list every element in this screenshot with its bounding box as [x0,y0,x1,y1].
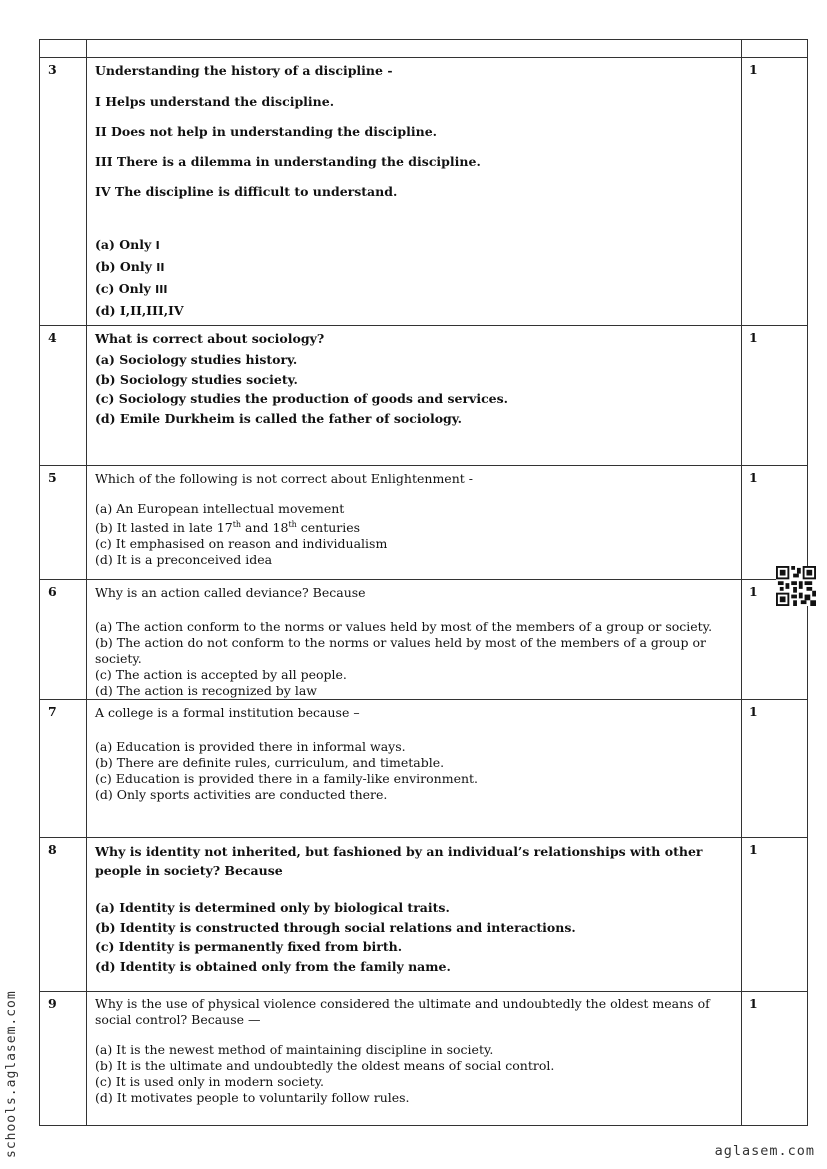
question-marks: 1 [742,700,808,838]
option: (b) Sociology studies society. [95,371,298,387]
question-marks: 1 [742,58,808,326]
option-roman: I [155,239,160,252]
option: (c) Education is provided there in a family-like environment. [95,771,479,786]
question-body [87,326,742,466]
question-marks: 1 [742,838,808,992]
question-row-9 [40,992,808,1126]
option: (a) The action conform to the norms or values held by most of the members of a group or society. [95,619,713,634]
option: (a) Education is provided there in informal ways. [95,739,406,754]
question-text: Why is an action called deviance? Because [95,585,366,600]
option: (a) Identity is determined only by biological traits. [95,900,450,915]
option: (d) Identity is obtained only from the family name. [95,958,451,974]
option: (c) The action is accepted by all people. [95,667,347,682]
question-text: A college is a formal institution because – [95,705,360,720]
option-text: (b) It lasted in late 17 [95,520,233,536]
option-label: (d) I,II,III,IV [95,303,184,318]
option-roman: III [155,283,168,296]
option: (d) It motivates people to voluntarily follow rules. [95,1090,410,1105]
option [95,300,733,321]
question-body [87,838,742,992]
options-list [95,234,733,321]
watermark-right: aglasem.com [714,1143,815,1159]
question-number: 5 [40,466,87,580]
options-list [95,898,733,976]
options-list [95,619,733,699]
option: (d) Only sports activities are conducted there. [95,787,388,802]
option: (c) Sociology studies the production of goods and services. [95,391,509,406]
question-row-3 [40,58,808,326]
option-text: centuries [296,520,361,536]
question-marks: 1 [742,466,808,580]
option: (d) Emile Durkheim is called the father of sociology. [95,410,462,426]
question-number: 3 [40,58,87,326]
option: (c) Identity is permanently fixed from birth. [95,939,403,954]
option: (d) It is a preconceived idea [95,552,273,568]
header-marks-cell [742,40,808,58]
statement: IV The discipline is difficult to understand. [95,184,398,199]
question-number: 6 [40,580,87,700]
option [95,256,733,278]
question-row-8 [40,838,808,992]
option: (c) It is used only in modern society. [95,1074,325,1089]
question-number: 9 [40,992,87,1126]
option: (a) Sociology studies history. [95,352,298,367]
question-row-7 [40,700,808,838]
question-marks: 1 [742,992,808,1126]
option: (c) It emphasised on reason and individualism [95,536,388,552]
superscript: th [288,520,297,529]
option-text: and 18 [241,520,289,536]
header-row [40,40,808,58]
options-list [95,501,733,568]
option: (d) The action is recognized by law [95,683,317,698]
question-number: 4 [40,326,87,466]
statement: I Helps understand the discipline. [95,94,335,109]
question-marks: 1 [742,580,808,700]
options-list [95,350,733,428]
option: (b) Identity is constructed through social relations and interactions. [95,919,576,935]
option-label: (b) Only [95,259,157,274]
watermark-left: schools.aglasem.com [4,990,19,1158]
question-text: What is correct about sociology? [95,331,325,346]
option: (a) It is the newest method of maintaining discipline in society. [95,1042,494,1057]
question-marks: 1 [742,326,808,466]
statement: II Does not help in understanding the discipline. [95,124,437,139]
option-roman: II [156,261,165,274]
question-text: Understanding the history of a discipline - [95,63,393,78]
superscript: th [232,520,242,529]
question-body [87,466,742,580]
option-label: (c) Only [95,281,156,296]
header-number-cell [40,40,87,58]
question-text: Why is identity not inherited, but fashioned by an individual’s relationships with other people in society? Because [95,844,703,878]
option [95,517,733,536]
option: (a) An European intellectual movement [95,501,345,516]
option [95,234,733,256]
question-text: Why is the use of physical violence considered the ultimate and undoubtedly the oldest means of social control? Because — [95,996,710,1027]
question-body [87,58,742,326]
question-body [87,700,742,838]
options-list [95,1042,733,1106]
qr-code-icon [776,566,816,606]
question-body [87,580,742,700]
question-text: Which of the following is not correct about Enlightenment - [95,471,473,486]
question-row-4 [40,326,808,466]
statement: III There is a dilemma in understanding the discipline. [95,154,481,169]
question-table [39,39,808,1126]
option: (b) It is the ultimate and undoubtedly the oldest means of social control. [95,1058,555,1073]
question-number: 8 [40,838,87,992]
option-label: (a) Only [95,237,156,252]
option: (b) There are definite rules, curriculum, and timetable. [95,755,445,770]
question-row-5 [40,466,808,580]
question-body [87,992,742,1126]
header-question-cell [87,40,742,58]
option [95,278,733,300]
option: (b) The action do not conform to the norms or values held by most of the members of a group or society. [95,635,706,666]
options-list [95,739,733,803]
question-number: 7 [40,700,87,838]
question-row-6 [40,580,808,700]
